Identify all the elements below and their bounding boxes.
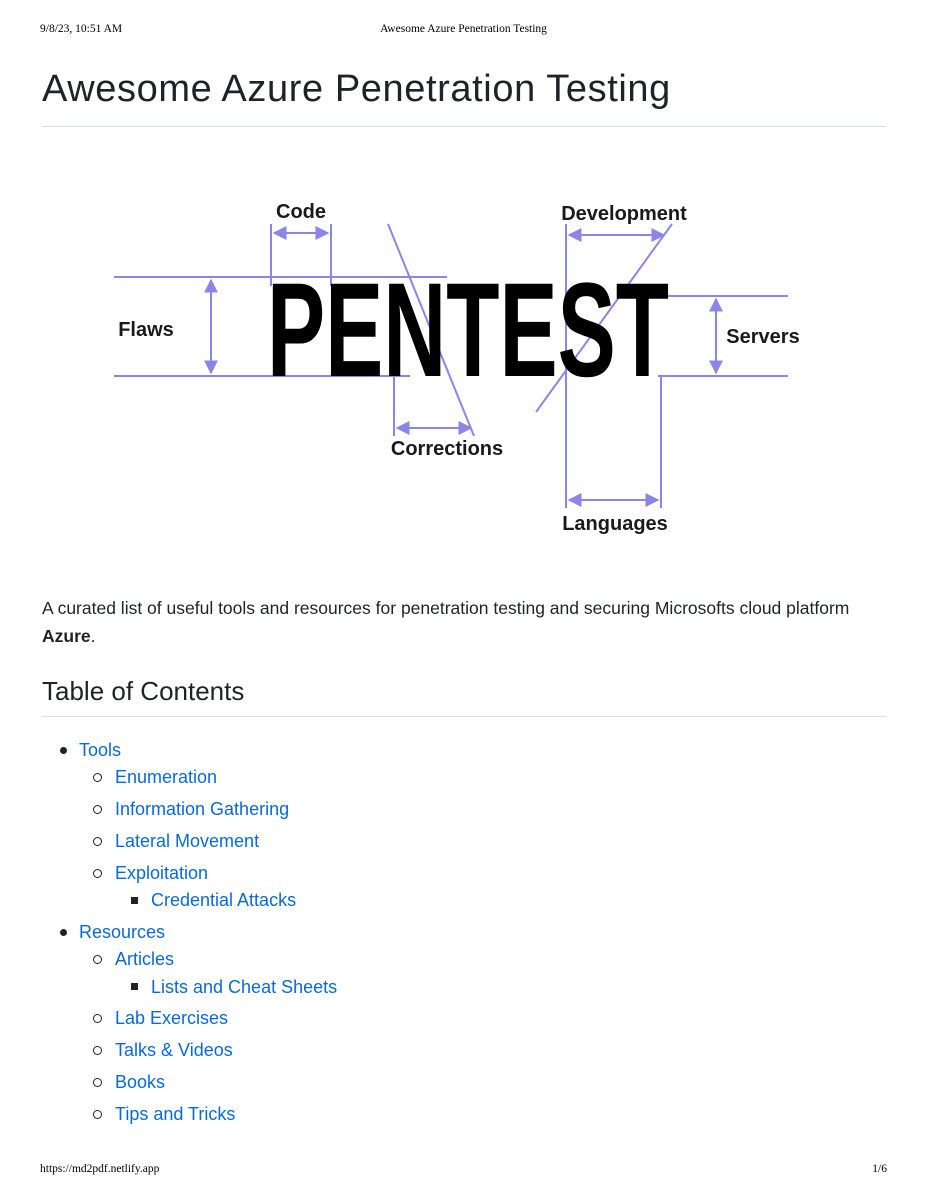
bullet-circle (93, 955, 102, 964)
print-page-number: 1/6 (872, 1163, 887, 1175)
pentest-diagram-image (110, 190, 810, 540)
label-development: Development (561, 203, 687, 225)
toc-link-tips-and-tricks[interactable]: Tips and Tricks (115, 1104, 236, 1124)
toc-link-credential-attacks[interactable]: Credential Attacks (151, 890, 297, 910)
toc-divider (42, 716, 886, 717)
print-footer (40, 1163, 887, 1177)
toc-link-resources[interactable]: Resources (79, 922, 166, 942)
toc-link-books[interactable]: Books (115, 1072, 166, 1092)
bullet-disc (60, 747, 67, 754)
bullet-disc (60, 929, 67, 936)
toc-heading: Table of Contents (42, 676, 245, 706)
bullet-circle (93, 837, 102, 846)
print-doc-title: Awesome Azure Penetration Testing (380, 23, 547, 35)
print-header (40, 23, 887, 37)
toc-link-lateral-movement[interactable]: Lateral Movement (115, 831, 260, 851)
bullet-circle (93, 1110, 102, 1119)
bullet-square (131, 983, 138, 990)
bullet-circle (93, 1046, 102, 1055)
toc-link-lab-exercises[interactable]: Lab Exercises (115, 1008, 229, 1028)
label-code: Code (276, 201, 326, 223)
bullet-circle (93, 805, 102, 814)
print-datetime: 9/8/23, 10:51 AM (40, 23, 123, 35)
label-servers: Servers (726, 326, 800, 348)
intro-text: A curated list of useful tools and resources for penetration testing and securing Microsofts cloud platform (42, 598, 850, 618)
bullet-circle (93, 869, 102, 878)
intro-emphasis: Azure (42, 626, 91, 646)
intro-paragraph (42, 594, 887, 650)
bullet-circle (93, 773, 102, 782)
toc-link-enumeration[interactable]: Enumeration (115, 767, 218, 787)
pentest-word: PENTEST (267, 256, 669, 405)
bullet-circle (93, 1014, 102, 1023)
page-title: Awesome Azure Penetration Testing (42, 68, 671, 110)
toc-link-articles[interactable]: Articles (115, 949, 175, 969)
toc-link-tools[interactable]: Tools (79, 740, 122, 760)
print-url: https://md2pdf.netlify.app (40, 1163, 160, 1175)
title-divider (42, 126, 886, 127)
label-languages: Languages (562, 513, 668, 535)
toc-link-information-gathering[interactable]: Information Gathering (115, 799, 290, 819)
intro-end: . (90, 626, 96, 646)
label-flaws: Flaws (118, 319, 174, 341)
bullet-square (131, 897, 138, 904)
toc-link-talks-and-videos[interactable]: Talks & Videos (115, 1040, 233, 1060)
label-corrections: Corrections (390, 438, 504, 460)
toc-link-exploitation[interactable]: Exploitation (115, 863, 209, 883)
bullet-circle (93, 1078, 102, 1087)
toc-link-lists-and-cheat-sheets[interactable]: Lists and Cheat Sheets (151, 977, 338, 997)
